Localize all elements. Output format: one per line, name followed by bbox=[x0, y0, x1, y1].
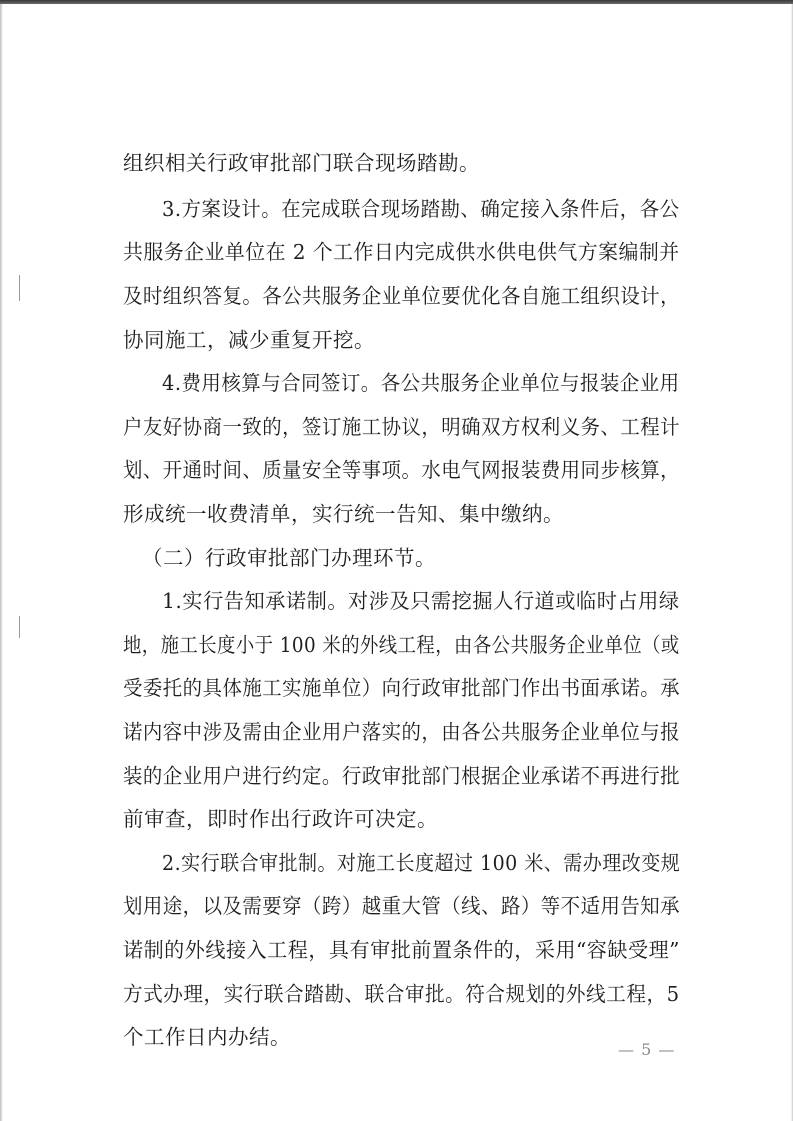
section-heading: （二）行政审批部门办理环节。 bbox=[142, 546, 436, 570]
paragraph-heading-line: 3.方案设计。在完成联合现场踏勘、确定接入条件后，各公 bbox=[162, 197, 680, 221]
scan-top-edge bbox=[0, 0, 793, 4]
text-line: 前审查，即时作出行政许可决定。 bbox=[123, 807, 438, 831]
paragraph-heading-line: 2.实行联合审批制。对施工长度超过 100 米、需办理改变规 bbox=[162, 851, 681, 875]
text-line: 受委托的具体施工实施单位）向行政审批部门作出书面承诺。承 bbox=[123, 676, 681, 700]
text-line: 共服务企业单位在 2 个工作日内完成供水供电供气方案编制并 bbox=[123, 240, 680, 264]
text-line: 个工作日内办结。 bbox=[123, 1025, 291, 1049]
scan-left-edge bbox=[0, 4, 3, 1121]
text-line: 装的企业用户进行约定。行政审批部门根据企业承诺不再进行批 bbox=[123, 764, 681, 788]
text-line: 户友好协商一致的，签订施工协议，明确双方权利义务、工程计 bbox=[123, 415, 681, 439]
text-line: 协同施工，减少重复开挖。 bbox=[123, 328, 375, 352]
text-line: 方式办理，实行联合踏勘、联合审批。符合规划的外线工程，5 bbox=[123, 982, 680, 1006]
text-line: 地，施工长度小于 100 米的外线工程，由各公共服务企业单位（或 bbox=[123, 633, 680, 657]
text-line: 划、开通时间、质量安全等事项。水电气网报装费用同步核算， bbox=[123, 458, 681, 482]
text-line: 形成统一收费清单，实行统一告知、集中缴纳。 bbox=[123, 502, 564, 526]
text-line: 组织相关行政审批部门联合现场踏勘。 bbox=[123, 151, 480, 175]
paragraph-heading-line: 4.费用核算与合同签订。各公共服务企业单位与报装企业用 bbox=[162, 371, 680, 395]
margin-mark bbox=[19, 616, 20, 638]
text-line: 诺内容中涉及需由企业用户落实的，由各公共服务企业单位与报 bbox=[123, 720, 681, 744]
text-line: 及时组织答复。各公共服务企业单位要优化各自施工组织设计， bbox=[123, 284, 681, 308]
margin-mark bbox=[19, 275, 20, 301]
page-number: — 5 — bbox=[618, 1040, 676, 1059]
text-line: 划用途，以及需要穿（跨）越重大管（线、路）等不适用告知承 bbox=[123, 894, 681, 918]
text-line: 诺制的外线接入工程，具有审批前置条件的，采用“容缺受理” bbox=[123, 938, 680, 962]
paragraph-heading-line: 1.实行告知承诺制。对涉及只需挖掘人行道或临时占用绿 bbox=[162, 589, 680, 613]
